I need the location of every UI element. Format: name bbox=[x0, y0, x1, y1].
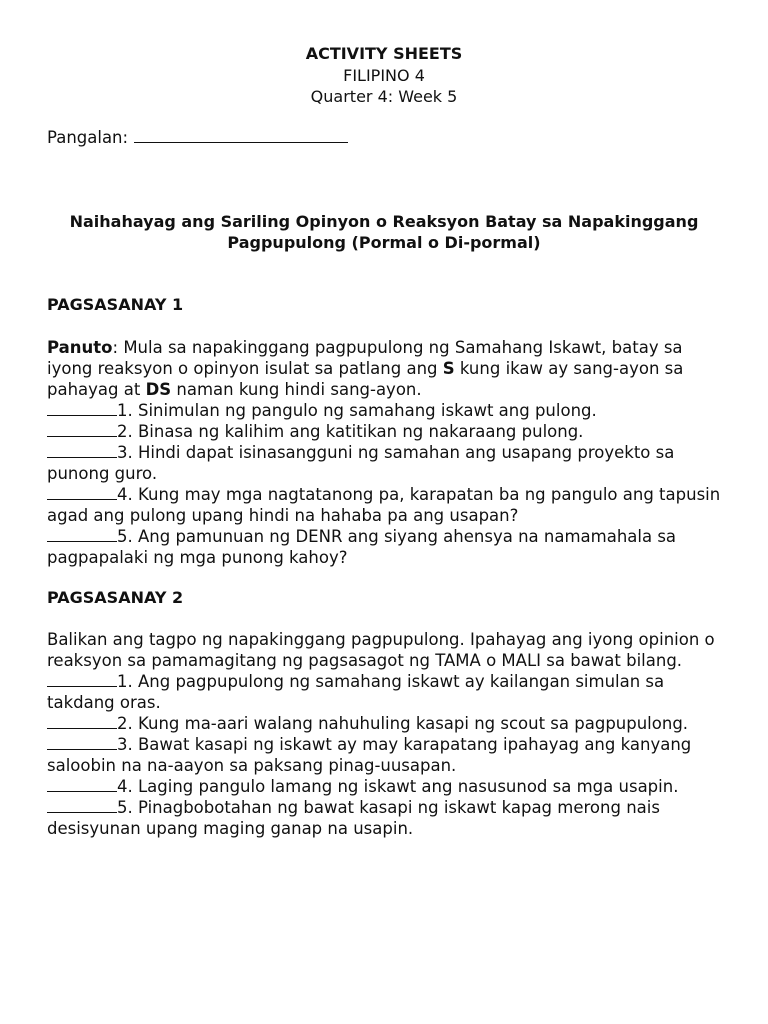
list-item bbox=[47, 797, 723, 839]
item-text: 1. Sinimulan ng pangulo ng samahang iskawt ang pulong. bbox=[117, 401, 597, 420]
name-label: Pangalan: bbox=[47, 128, 129, 147]
answer-blank[interactable] bbox=[47, 422, 117, 437]
list-item bbox=[47, 400, 723, 421]
pagsasanay-2-instruction: Balikan ang tagpo ng napakinggang pagpupulong. Ipahayag ang iyong opinion o reaksyon sa pamamagitang ng pagsasagot ng TAMA o MALI sa bawat bilang. bbox=[47, 630, 715, 670]
instruction-text-1: : Mula sa napakinggang pagpupulong ng Samahang Iskawt, batay sa iyong reaksyon o opinyon isulat sa patlang ang bbox=[47, 338, 683, 378]
list-item bbox=[47, 526, 723, 568]
pagsasanay-1-heading: PAGSASANAY 1 bbox=[47, 295, 184, 314]
item-text: 3. Hindi dapat isinasangguni ng samahan ang usapang proyekto sa punong guro. bbox=[47, 443, 675, 483]
item-text: 1. Ang pagpupulong ng samahang iskawt ay kailangan simulan sa takdang oras. bbox=[47, 672, 665, 712]
instruction-label: Panuto bbox=[47, 338, 113, 357]
subject-label: FILIPINO 4 bbox=[343, 66, 425, 85]
item-text: 5. Ang pamunuan ng DENR ang siyang ahensya na namamahala sa pagpapalaki ng mga punong kahoy? bbox=[47, 527, 677, 567]
answer-blank[interactable] bbox=[47, 527, 117, 542]
pagsasanay-2-heading: PAGSASANAY 2 bbox=[47, 588, 184, 607]
answer-blank[interactable] bbox=[47, 672, 117, 687]
answer-blank[interactable] bbox=[47, 485, 117, 500]
instruction-ds: DS bbox=[145, 380, 172, 399]
list-item bbox=[47, 421, 723, 442]
instruction-text-3: naman kung hindi sang-ayon. bbox=[171, 380, 422, 399]
subtitle-line-2: Pagpupulong (Pormal o Di-pormal) bbox=[227, 233, 541, 252]
instruction-text-2: kung ikaw ay sang-ayon sa pahayag at bbox=[47, 359, 684, 399]
item-text: 2. Kung ma-aari walang nahuhuling kasapi ng scout sa pagpupulong. bbox=[117, 714, 689, 733]
answer-blank[interactable] bbox=[47, 714, 117, 729]
answer-blank[interactable] bbox=[47, 735, 117, 750]
period-label: Quarter 4: Week 5 bbox=[310, 87, 458, 106]
instruction-s: S bbox=[442, 359, 455, 378]
item-text: 2. Binasa ng kalihim ang katitikan ng nakaraang pulong. bbox=[117, 422, 584, 441]
answer-blank[interactable] bbox=[47, 798, 117, 813]
list-item bbox=[47, 713, 723, 734]
list-item bbox=[47, 734, 723, 776]
name-row bbox=[47, 128, 348, 147]
list-item bbox=[47, 776, 723, 797]
answer-blank[interactable] bbox=[47, 401, 117, 416]
item-text: 4. Laging pangulo lamang ng iskawt ang nasusunod sa mga usapin. bbox=[117, 777, 679, 796]
document-title: ACTIVITY SHEETS bbox=[305, 44, 463, 63]
answer-blank[interactable] bbox=[47, 443, 117, 458]
list-item bbox=[47, 484, 723, 526]
lesson-subtitle bbox=[47, 211, 721, 253]
pagsasanay-2-block bbox=[47, 629, 723, 839]
pagsasanay-1-block bbox=[47, 337, 723, 568]
answer-blank[interactable] bbox=[47, 777, 117, 792]
subtitle-line-1: Naihahayag ang Sariling Opinyon o Reaksyon Batay sa Napakinggang bbox=[69, 212, 699, 231]
item-text: 3. Bawat kasapi ng iskawt ay may karapatang ipahayag ang kanyang saloobin na na-aayon sa paksang pinag-uusapan. bbox=[47, 735, 692, 775]
name-blank-line[interactable] bbox=[134, 128, 348, 143]
list-item bbox=[47, 442, 723, 484]
list-item bbox=[47, 671, 723, 713]
item-text: 4. Kung may mga nagtatanong pa, karapatan ba ng pangulo ang tapusin agad ang pulong upang hindi na hahaba pa ang usapan? bbox=[47, 485, 721, 525]
pagsasanay-1-instruction bbox=[47, 337, 723, 400]
item-text: 5. Pinagbobotahan ng bawat kasapi ng iskawt kapag merong nais desisyunan upang maging ganap na usapin. bbox=[47, 798, 660, 838]
